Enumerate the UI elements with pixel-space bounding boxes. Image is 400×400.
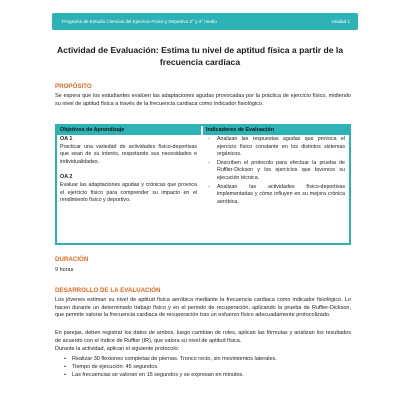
page-title: Actividad de Evaluación: Estima tu nivel de aptitud física a partir de la frecuencia cardíaca	[56, 45, 344, 67]
oa1-text: Practicar una variedad de actividades físico-deportivas que sean de su interés, respetando sus necesidades e individualidades.	[60, 143, 197, 165]
objectives-header: Objetivos de Aprendizaje	[57, 126, 201, 135]
oa2-label: OA 2	[60, 174, 73, 181]
unit-label: Unidad 1	[331, 19, 350, 24]
objectives-column	[57, 126, 201, 243]
header-bar	[52, 13, 358, 30]
proposito-heading: PROPÓSITO	[55, 83, 92, 90]
protocol-list	[60, 355, 350, 379]
duracion-heading: DURACIÓN	[55, 256, 89, 263]
oa2-text: Evaluar las adaptaciones agudas y crónicas que provoca el ejercicio físico para comprender su impacto en el rendimiento físico y deportivo.	[60, 181, 197, 204]
objectives-table	[55, 124, 351, 245]
indicators-column	[203, 126, 349, 243]
indicator-item: - Analizan las actividades físico-deportivas implementadas y cómo influyen en su mejora crónica aeróbica.	[208, 183, 345, 205]
proposito-text: Se espera que los estudiantes evalúen las adaptaciones agudas provocadas por la práctica de ejercicio físico, midiendo su nivel de aptitud física a través de la frecuencia cardiaca como indicador fisiológico.	[55, 93, 351, 107]
indicator-item: - Describen el protocolo para efectuar la prueba de Ruffier-Dickson y los ejercicios que favorece su ejecución técnica.	[208, 159, 345, 181]
list-item: • Tiempo de ejecución: 45 segundos.	[64, 364, 159, 370]
desarrollo-paragraph-3: Durante la actividad, aplican el siguiente protocolo:	[55, 346, 180, 352]
desarrollo-paragraph-1: Los jóvenes estiman su nivel de aptitud física aeróbica mediante la frecuencia cardiaca como indicador fisiológico. Lo hacen durante un determinado trabajo físico y en el periodo de recuperación, aplicando la prueba de Ruffier-Dickson, que permite valorar la frecuencia cardiaca de recuperación tras un esfuerzo físico adecuadamente protocolizado.	[55, 297, 351, 318]
list-item: • Las frecuencias se valoran en 15 segundos y se expresan en minutos.	[64, 372, 244, 378]
oa1-label: OA 1	[60, 136, 73, 142]
list-item: • Realizar 30 flexiones completas de piernas. Tronco recto, sin movimientos laterales.	[64, 356, 277, 362]
desarrollo-paragraph-2: En parejas, deben registrar los datos de ambos, luego cambian de roles, aplican las fórmulas y analizan los resultados de acuerdo con el índice de Ruffier (IR), que valora su nivel de aptitud física.	[55, 330, 351, 344]
desarrollo-heading: DESARROLLO DE LA EVALUACIÓN	[55, 287, 161, 294]
duracion-value: 9 horas	[55, 267, 74, 273]
indicators-header: Indicadores de Evaluación	[203, 126, 349, 135]
program-name: Programa de Estudio Ciencias del Ejercicio Físico y Deportivo 3° y 4° medio	[62, 19, 217, 24]
indicator-item: - Analizan las respuestas agudas que provoca el ejercicio físico constante en los distintos sistemas orgánicos.	[208, 136, 345, 158]
